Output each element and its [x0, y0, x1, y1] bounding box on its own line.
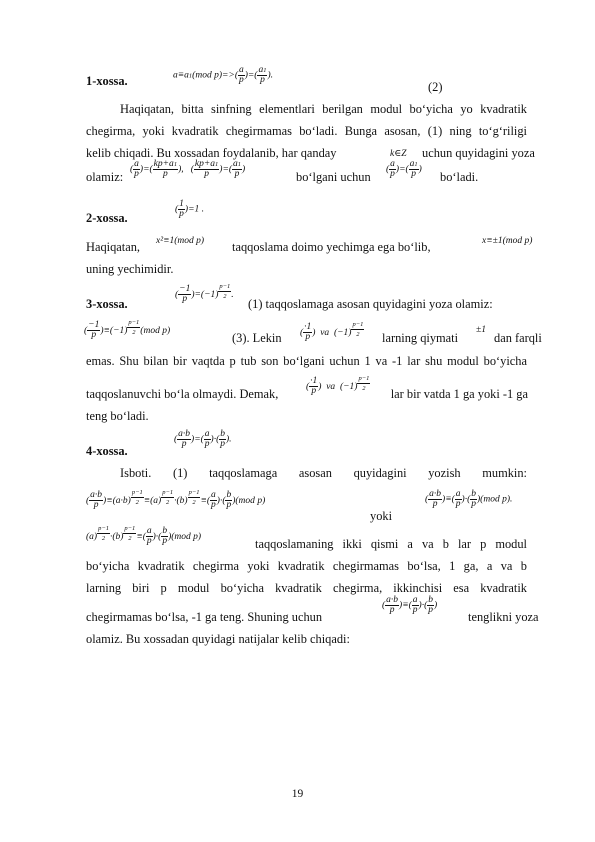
proof-line-2: taqqoslamaning ikki qismi a va b lar p modul	[255, 537, 527, 551]
property-4-formula: ( $\frac{a\cdot b}{p}$ )=( $\frac{a}{p}$ )·( $\frac{b}{p}$ ).	[174, 429, 232, 449]
proof-line-5-text-a: chegirmamas bo‘lsa, -1 ga teng. Shuning uchun	[86, 610, 323, 624]
proof-formula-4: ( $\frac{a\cdot b}{p}$ )≡( $\frac{a}{p}$ )·( $\frac{b}{p}$ )	[382, 595, 438, 615]
paragraph-2-text-b: taqqoslama doimo yechimga ega bo‘lib,	[232, 240, 431, 254]
euler-criterion-formula: ( $\frac{-1}{p}$ )≡(−1) $^{\frac{p-1}{2}}$ (mod p)	[84, 319, 171, 341]
proof-formula-2: ( $\frac{a\cdot b}{p}$ )≡( $\frac{a}{p}$ )·( $\frac{b}{p}$ )(mod p).	[425, 489, 513, 509]
yoki-word: yoki	[370, 509, 393, 523]
paragraph-3-text-b: larning qiymati	[382, 331, 459, 345]
page-number: 19	[291, 788, 304, 800]
paragraph-1-line-1: Haqiqatan, bitta sinfning elementlari berilgan modul bo‘yicha yo kvadratik	[120, 102, 527, 116]
legendre-pair-formula: ( $\frac{\cdot 1}{p}$ ) va (−1) $^{\frac{p-1}{2}}$	[306, 375, 370, 397]
proof-line-3: bo‘yicha kvadratik chegirma yoki kvadratik chegirmamas bo‘lsa, 1 ga, a va b	[86, 559, 527, 573]
paragraph-3-text-a: (3). Lekin	[232, 331, 282, 345]
property-4-label: 4-xossa.	[86, 444, 128, 458]
paragraph-1-line-3-text-a: kelib chiqadi. Bu xossadan foydalanib, har qanday	[86, 146, 337, 160]
property-1-label: 1-xossa.	[86, 74, 128, 88]
va-word-1: va	[320, 328, 330, 339]
proof-line-6: olamiz. Bu xossadan quyidagi natijalar kelib chiqadi:	[86, 632, 350, 646]
va-word-2: va	[326, 382, 336, 393]
property-3-formula: ( $\frac{-1}{p}$ )=(−1) $^{\frac{p-1}{2}}$ .	[175, 283, 234, 305]
property-2-label: 2-xossa.	[86, 211, 128, 225]
property-1-formula: a≡a1(mod p)=>( $\frac{a}{p}$ )=( $\frac{a1}{p}$ ).	[173, 65, 274, 85]
property-2-line	[86, 211, 527, 226]
proof-line-4: larning biri p modul bo‘yicha kvadratik chegirma, ikkinchisi esa kvadratik	[86, 581, 527, 595]
property-2-formula: ( $\frac{1}{p}$ )=1 .	[175, 199, 204, 219]
paragraph-3-line-2: emas. Shu bilan bir vaqtda p tub son bo‘lgani uchun 1 va -1 lar shu modul bo‘yicha	[86, 354, 527, 368]
equation-number-2: (2)	[428, 80, 443, 94]
paragraph-1-line-4-text-a: olamiz:	[86, 170, 124, 184]
proof-line-1: Isboti. (1) taqqoslamaga asosan quyidagini yozish mumkin:	[120, 466, 527, 480]
paragraph-1-line-4-text-b: bo‘lgani uchun	[296, 170, 371, 184]
plus-minus-one-formula: ±1	[476, 325, 486, 335]
x-squared-formula: x²≡1(mod p)	[156, 236, 205, 246]
paragraph-3-line-3-text-a: taqqoslanuvchi bo‘la olmaydi. Demak,	[86, 387, 279, 401]
paragraph-2-text-a: Haqiqatan,	[86, 240, 141, 254]
paragraph-1-line-2: chegirma, yoki kvadratik chegirmamas bo‘ladi. Bunga asosan, (1) ning to‘g‘riligi	[86, 124, 527, 138]
proof-line-5	[86, 610, 539, 625]
property-3-label: 3-xossa.	[86, 297, 128, 311]
paragraph-3-line-4: teng bo‘ladi.	[86, 409, 149, 423]
shift-formula: ( $\frac{a}{p}$ )=( $\frac{kp+a1}{p}$ ), ( $\frac{kp+a1}{p}$ )=( $\frac{a1}{p}$ )	[130, 159, 246, 179]
proof-line-5-text-b: tenglikni yoza	[468, 610, 539, 624]
legendre-minus-one-formula: ( $\frac{\cdot 1}{p}$ ) va (−1) $^{\frac{p-1}{2}}$	[300, 321, 364, 343]
equal-symbols-formula: ( $\frac{a}{p}$ )=( $\frac{a1}{p}$ )	[386, 159, 422, 179]
paragraph-1-line-3-text-b: uchun quyidagini yoza	[422, 146, 535, 160]
paragraph-3-text-c: dan farqli	[494, 331, 542, 345]
proof-formula-1: ( $\frac{a\cdot b}{p}$ )≡(a·b) $^{\frac{p-1}{2}}$ ≡(a) $^{\frac{p-1}{2}}$ ·(b) $^{\frac{p-1}{2}}$ ≡( $\frac{a}{p}$ )·( $\frac{b}{p}$ )(mod p)	[86, 489, 266, 511]
paragraph-3-line-3-text-b: lar bir vatda 1 ga yoki -1 ga	[390, 387, 528, 401]
paragraph-1-line-4-text-c: bo‘ladi.	[440, 170, 479, 184]
property-4-line	[86, 444, 527, 459]
x-pm-one-formula: x≡±1(mod p)	[482, 236, 533, 246]
property-3-text: (1) taqqoslamaga asosan quyidagini yoza olamiz:	[248, 297, 493, 311]
paragraph-2-line-2: uning yechimidir.	[86, 262, 174, 276]
proof-formula-3: (a) $^{\frac{p-1}{2}}$ ·(b) $^{\frac{p-1}{2}}$ ≡( $\frac{a}{p}$ )·( $\frac{b}{p}$ )(mod p)	[86, 525, 202, 547]
k-in-z-formula: k∈Z	[390, 149, 407, 159]
